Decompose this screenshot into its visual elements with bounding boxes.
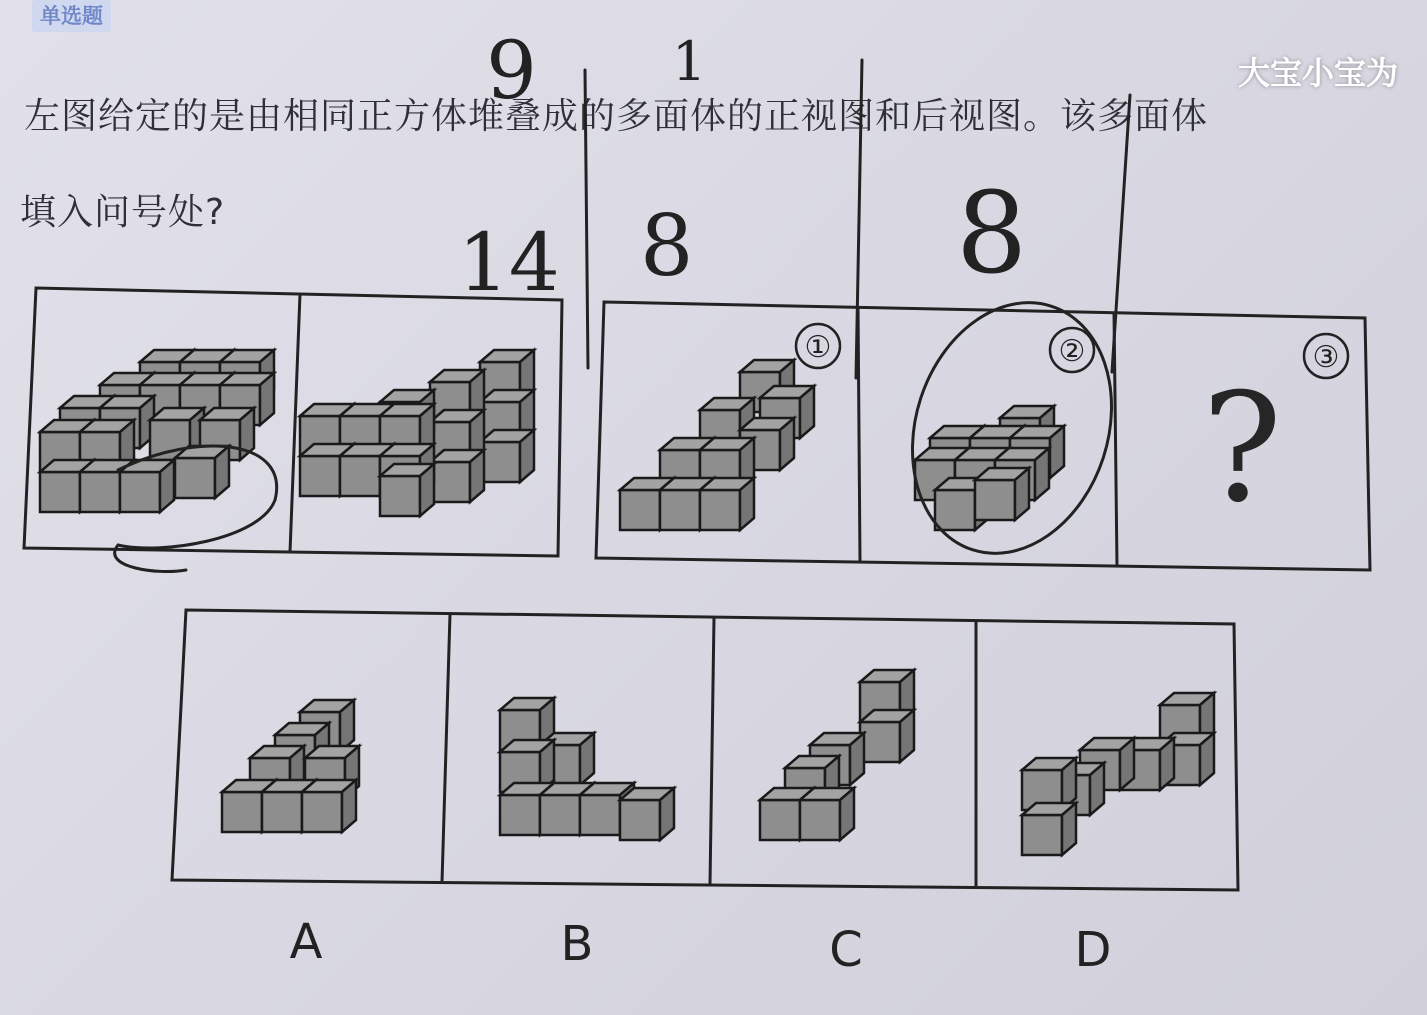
handwritten-number: 1: [672, 30, 707, 93]
handwritten-number: 9: [486, 24, 537, 117]
option-label-c[interactable]: C: [829, 922, 863, 978]
handwritten-number: 8: [956, 169, 1028, 299]
sequence-figure-2: [915, 406, 1064, 530]
svg-text:③: ③: [1312, 340, 1340, 375]
svg-text:②: ②: [1058, 334, 1086, 369]
option-a-figure: [222, 700, 359, 832]
circled-number-3: [1304, 334, 1348, 378]
option-label-d[interactable]: D: [1074, 922, 1112, 978]
answer-options: [172, 610, 1238, 978]
question-type-tag: 单选题: [32, 0, 111, 32]
question-text-line-2: 填入问号处?: [20, 192, 226, 233]
option-label-b[interactable]: B: [560, 916, 594, 972]
circled-number-1: [796, 324, 840, 368]
svg-text:①: ①: [804, 330, 832, 365]
circled-number-2: [1050, 328, 1094, 372]
handwritten-numbers: [458, 24, 1027, 309]
option-label-a[interactable]: A: [289, 914, 323, 970]
back-view-figure: [300, 350, 534, 516]
handwritten-number: 8: [640, 197, 694, 295]
handwritten-divider-line: [1112, 95, 1130, 372]
option-c-figure: [760, 670, 914, 840]
handwritten-number: 14: [458, 216, 560, 309]
option-d-figure: [1022, 693, 1214, 855]
front-view-figure: [40, 350, 274, 512]
sequence-figure-1: [620, 360, 814, 530]
option-b-figure: [500, 698, 674, 840]
sequence-panels: [596, 302, 1370, 570]
watermark: 大宝小宝为: [1238, 54, 1399, 92]
question-mark: ?: [1201, 362, 1283, 536]
handwritten-divider-line: [585, 70, 588, 368]
question-text-line-1: 左图给定的是由相同正方体堆叠成的多面体的正视图和后视图。该多面体: [24, 96, 1209, 137]
given-views: [24, 288, 562, 556]
